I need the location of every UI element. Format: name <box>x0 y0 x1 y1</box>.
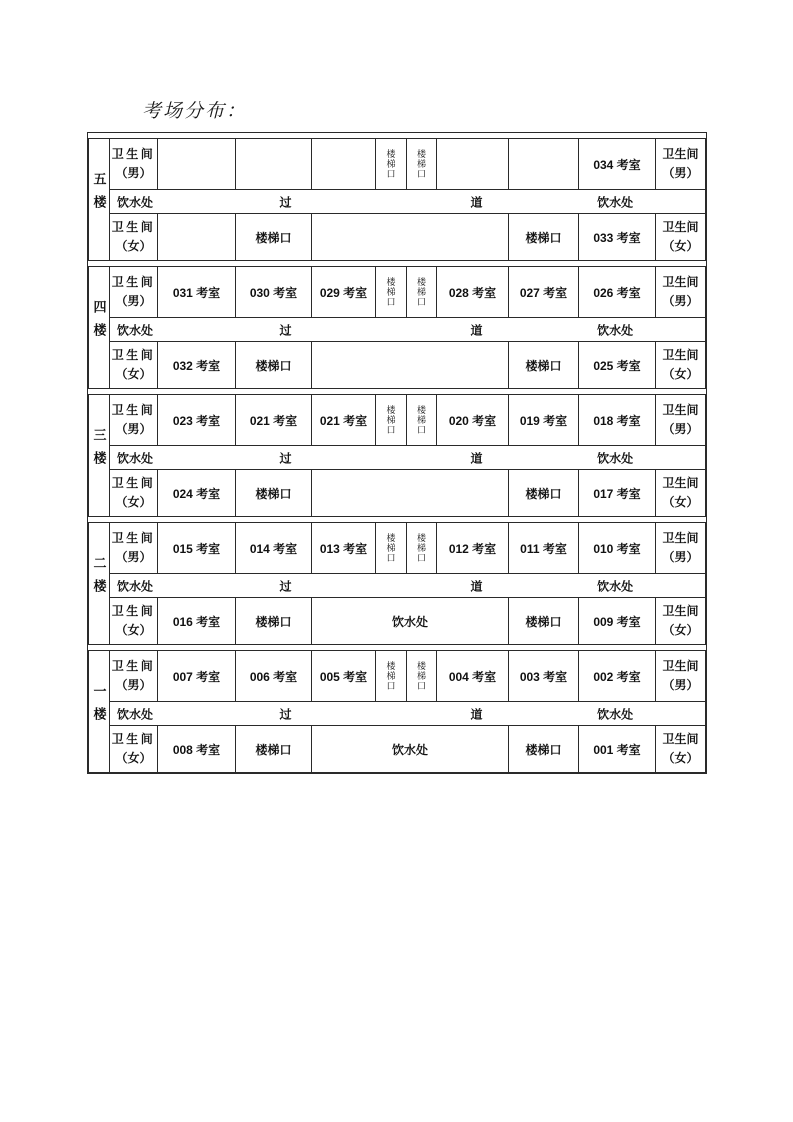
female-label: （女） <box>115 495 152 509</box>
restroom-label: 卫生间 <box>111 147 156 161</box>
male-label: （男） <box>662 294 699 308</box>
corridor-row <box>110 318 706 342</box>
restroom-label: 卫生间 <box>662 659 699 673</box>
exam-room-cell: 026 考室 <box>579 267 656 318</box>
restroom-label: 卫生间 <box>111 476 156 490</box>
floor-name: 四楼 <box>91 299 107 346</box>
exam-room-cell: 024 考室 <box>158 470 236 517</box>
exam-room-cell: 027 考室 <box>509 267 579 318</box>
corridor-pass-label: 过 <box>279 323 292 337</box>
restroom-label: 卫生间 <box>662 531 699 545</box>
restroom-label: 卫生间 <box>662 348 699 362</box>
corridor-pass-label: 过 <box>279 451 292 465</box>
restroom-male-left-cell <box>110 139 158 190</box>
exam-room-cell: 002 考室 <box>579 651 656 702</box>
stairway-cell: 楼梯口 <box>236 470 312 517</box>
restroom-female-right-cell <box>656 598 706 645</box>
floor-name: 一楼 <box>91 683 107 730</box>
restroom-male-right-cell <box>656 523 706 574</box>
merged-corridor-cell: 饮水处 <box>312 726 509 773</box>
corridor-dao-label: 道 <box>470 451 483 465</box>
restroom-female-left-cell <box>110 214 158 261</box>
restroom-label: 卫生间 <box>662 147 699 161</box>
exam-room-cell: 006 考室 <box>236 651 312 702</box>
stairway-cell: 楼梯口 <box>236 214 312 261</box>
floor-block-3 <box>88 394 706 517</box>
restroom-male-left-cell <box>110 267 158 318</box>
stairway-cell: 楼梯口 <box>236 726 312 773</box>
restroom-male-right-cell <box>656 651 706 702</box>
stairway-label: 楼梯口 <box>385 661 396 691</box>
exam-room-cell <box>158 139 236 190</box>
floor-block-2 <box>88 522 706 645</box>
stairway-label: 楼梯口 <box>385 405 396 435</box>
stairway-cell <box>407 651 437 702</box>
female-label: （女） <box>662 239 699 253</box>
restroom-male-left-cell <box>110 395 158 446</box>
corridor-row <box>110 574 706 598</box>
exam-room-cell: 031 考室 <box>158 267 236 318</box>
restroom-female-left-cell <box>110 342 158 389</box>
merged-corridor-cell: 饮水处 <box>312 598 509 645</box>
stairway-cell: 楼梯口 <box>236 598 312 645</box>
corridor-dao-label: 道 <box>470 195 483 209</box>
restroom-label: 卫生间 <box>111 275 156 289</box>
exam-room-cell: 010 考室 <box>579 523 656 574</box>
floor-name-cell <box>89 139 110 261</box>
stairway-label: 楼梯口 <box>416 277 426 307</box>
exam-room-cell: 020 考室 <box>437 395 509 446</box>
male-label: （男） <box>115 550 152 564</box>
restroom-male-left-cell <box>110 523 158 574</box>
restroom-female-right-cell <box>656 342 706 389</box>
stairway-cell <box>407 395 437 446</box>
female-label: （女） <box>662 623 699 637</box>
restroom-label: 卫生间 <box>111 531 156 545</box>
female-label: （女） <box>662 495 699 509</box>
stairway-cell <box>376 395 407 446</box>
corridor-pass-label: 过 <box>279 195 292 209</box>
restroom-female-right-cell <box>656 470 706 517</box>
merged-corridor-cell <box>312 214 509 261</box>
male-label: （男） <box>662 678 699 692</box>
exam-room-cell: 018 考室 <box>579 395 656 446</box>
stairway-label: 楼梯口 <box>385 149 396 179</box>
exam-room-cell: 028 考室 <box>437 267 509 318</box>
stairway-cell: 楼梯口 <box>509 214 579 261</box>
restroom-male-right-cell <box>656 267 706 318</box>
water-station-label: 饮水处 <box>117 579 154 593</box>
restroom-label: 卫生间 <box>662 275 699 289</box>
exam-room-cell: 016 考室 <box>158 598 236 645</box>
floor-block-1 <box>88 650 706 773</box>
restroom-label: 卫生间 <box>111 348 156 362</box>
exam-room-cell: 003 考室 <box>509 651 579 702</box>
restroom-male-right-cell <box>656 395 706 446</box>
stairway-label: 楼梯口 <box>416 661 426 691</box>
stairway-cell: 楼梯口 <box>509 726 579 773</box>
restroom-label: 卫生间 <box>662 732 699 746</box>
restroom-label: 卫生间 <box>111 732 156 746</box>
stairway-label: 楼梯口 <box>416 149 426 179</box>
female-label: （女） <box>115 623 152 637</box>
stairway-label: 楼梯口 <box>416 405 426 435</box>
stairway-cell: 楼梯口 <box>509 598 579 645</box>
exam-room-cell <box>437 139 509 190</box>
floor-name-cell <box>89 523 110 645</box>
merged-corridor-cell <box>312 470 509 517</box>
water-station-label: 饮水处 <box>597 579 634 593</box>
exam-room-cell <box>312 139 376 190</box>
stairway-cell <box>407 523 437 574</box>
restroom-female-left-cell <box>110 726 158 773</box>
restroom-female-right-cell <box>656 214 706 261</box>
exam-room-cell: 007 考室 <box>158 651 236 702</box>
female-label: （女） <box>662 751 699 765</box>
exam-room-cell: 013 考室 <box>312 523 376 574</box>
water-station-label: 饮水处 <box>117 707 154 721</box>
exam-room-cell: 021 考室 <box>236 395 312 446</box>
stairway-cell <box>376 523 407 574</box>
corridor-row <box>110 702 706 726</box>
male-label: （男） <box>115 422 152 436</box>
floor-name: 三楼 <box>91 427 107 474</box>
restroom-female-left-cell <box>110 598 158 645</box>
building-table <box>87 132 707 774</box>
exam-room-cell: 017 考室 <box>579 470 656 517</box>
restroom-label: 卫生间 <box>111 403 156 417</box>
exam-room-cell: 030 考室 <box>236 267 312 318</box>
exam-room-cell: 029 考室 <box>312 267 376 318</box>
exam-room-cell: 011 考室 <box>509 523 579 574</box>
female-label: （女） <box>662 367 699 381</box>
restroom-label: 卫生间 <box>662 403 699 417</box>
restroom-label: 卫生间 <box>662 604 699 618</box>
corridor-row <box>110 190 706 214</box>
floor-block-4 <box>88 266 706 389</box>
exam-room-cell: 015 考室 <box>158 523 236 574</box>
exam-room-cell: 009 考室 <box>579 598 656 645</box>
male-label: （男） <box>662 166 699 180</box>
exam-room-cell <box>509 139 579 190</box>
restroom-label: 卫生间 <box>111 659 156 673</box>
stairway-cell: 楼梯口 <box>509 470 579 517</box>
floor-name-cell <box>89 267 110 389</box>
restroom-label: 卫生间 <box>662 220 699 234</box>
restroom-male-left-cell <box>110 651 158 702</box>
stairway-cell <box>376 139 407 190</box>
exam-room-cell: 014 考室 <box>236 523 312 574</box>
exam-room-cell: 034 考室 <box>579 139 656 190</box>
corridor-pass-label: 过 <box>279 579 292 593</box>
restroom-label: 卫生间 <box>111 220 156 234</box>
restroom-male-right-cell <box>656 139 706 190</box>
exam-room-cell <box>158 214 236 261</box>
exam-room-cell: 012 考室 <box>437 523 509 574</box>
floor-name: 五楼 <box>91 171 107 218</box>
exam-room-cell: 021 考室 <box>312 395 376 446</box>
male-label: （男） <box>115 294 152 308</box>
water-station-label: 饮水处 <box>597 323 634 337</box>
restroom-female-left-cell <box>110 470 158 517</box>
page-title: 考场分布： <box>142 101 248 122</box>
male-label: （男） <box>662 422 699 436</box>
male-label: （男） <box>662 550 699 564</box>
exam-room-cell: 008 考室 <box>158 726 236 773</box>
exam-room-cell <box>236 139 312 190</box>
female-label: （女） <box>115 367 152 381</box>
exam-room-cell: 033 考室 <box>579 214 656 261</box>
floor-name-cell <box>89 395 110 517</box>
water-station-label: 饮水处 <box>597 707 634 721</box>
restroom-female-right-cell <box>656 726 706 773</box>
stairway-cell <box>407 139 437 190</box>
floor-name-cell <box>89 651 110 773</box>
corridor-dao-label: 道 <box>470 707 483 721</box>
exam-room-cell: 005 考室 <box>312 651 376 702</box>
corridor-row <box>110 446 706 470</box>
stairway-cell <box>376 651 407 702</box>
stairway-label: 楼梯口 <box>385 277 396 307</box>
exam-room-cell: 004 考室 <box>437 651 509 702</box>
male-label: （男） <box>115 166 152 180</box>
female-label: （女） <box>115 239 152 253</box>
water-station-label: 饮水处 <box>117 195 154 209</box>
exam-room-cell: 001 考室 <box>579 726 656 773</box>
corridor-pass-label: 过 <box>279 707 292 721</box>
corridor-dao-label: 道 <box>470 579 483 593</box>
merged-corridor-cell <box>312 342 509 389</box>
water-station-label: 饮水处 <box>117 323 154 337</box>
water-station-label: 饮水处 <box>117 451 154 465</box>
exam-room-cell: 023 考室 <box>158 395 236 446</box>
exam-room-cell: 025 考室 <box>579 342 656 389</box>
corridor-dao-label: 道 <box>470 323 483 337</box>
stairway-cell <box>407 267 437 318</box>
stairway-label: 楼梯口 <box>416 533 426 563</box>
water-station-label: 饮水处 <box>597 195 634 209</box>
restroom-label: 卫生间 <box>111 604 156 618</box>
floor-block-5 <box>88 138 706 261</box>
restroom-label: 卫生间 <box>662 476 699 490</box>
male-label: （男） <box>115 678 152 692</box>
female-label: （女） <box>115 751 152 765</box>
stairway-cell: 楼梯口 <box>236 342 312 389</box>
water-station-label: 饮水处 <box>597 451 634 465</box>
stairway-label: 楼梯口 <box>385 533 396 563</box>
exam-room-cell: 032 考室 <box>158 342 236 389</box>
floor-name: 二楼 <box>91 555 107 602</box>
stairway-cell: 楼梯口 <box>509 342 579 389</box>
stairway-cell <box>376 267 407 318</box>
exam-room-cell: 019 考室 <box>509 395 579 446</box>
